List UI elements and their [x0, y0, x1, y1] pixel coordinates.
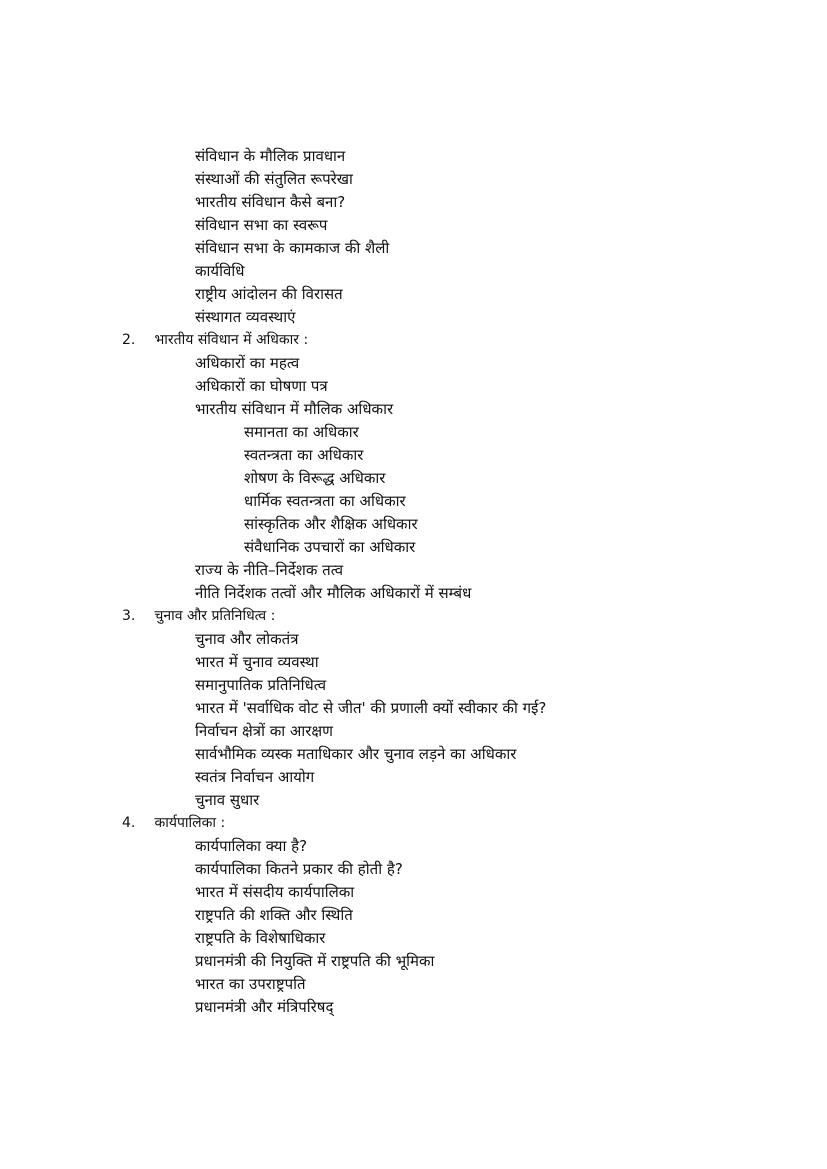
- list-item: संविधान के मौलिक प्रावधान: [195, 147, 346, 165]
- list-item: राष्ट्रपति के विशेषाधिकार: [195, 929, 326, 947]
- list-item: भारतीय संविधान कैसे बना?: [195, 193, 346, 211]
- list-item: राज्य के नीति–निर्देशक तत्व: [195, 561, 344, 579]
- sub-list-item: सांस्कृतिक और शैक्षिक अधिकार: [244, 515, 418, 533]
- list-item: प्रधानमंत्री की नियुक्ति में राष्ट्रपति की भूमिका: [195, 952, 435, 970]
- section-heading: [122, 606, 275, 626]
- list-item: स्वतंत्र निर्वाचन आयोग: [195, 768, 315, 786]
- sub-list-item: समानता का अधिकार: [244, 423, 359, 441]
- section-title: चुनाव और प्रतिनिधित्व :: [154, 608, 276, 624]
- list-item: भारत में संसदीय कार्यपालिका: [195, 883, 355, 901]
- list-item: भारत में 'सर्वाधिक वोट से जीत' की प्रणाली क्यों स्वीकार की गई?: [195, 699, 547, 717]
- list-item: समानुपातिक प्रतिनिधित्व: [195, 676, 327, 694]
- list-item: कार्यविधि: [195, 262, 245, 280]
- section-number: 2.: [122, 332, 136, 348]
- sub-list-item: शोषण के विरूद्ध अधिकार: [244, 469, 386, 487]
- section-title: भारतीय संविधान में अधिकार :: [154, 332, 309, 348]
- sub-list-item: धार्मिक स्वतन्त्रता का अधिकार: [244, 492, 406, 510]
- list-item: कार्यपालिका कितने प्रकार की होती है?: [195, 860, 403, 878]
- section-heading: [122, 330, 308, 350]
- list-item: भारत का उपराष्ट्रपति: [195, 975, 306, 993]
- list-item: नीति निर्देशक तत्वों और मौलिक अधिकारों में सम्बंध: [195, 584, 472, 602]
- list-item: कार्यपालिका क्या है?: [195, 837, 308, 855]
- section-title: कार्यपालिका :: [154, 815, 226, 831]
- list-item: संस्थागत व्यवस्थाएं: [195, 308, 296, 326]
- list-item: अधिकारों का महत्व: [195, 354, 300, 372]
- section-number: 3.: [122, 608, 136, 624]
- list-item: प्रधानमंत्री और मंत्रिपरिषद्: [195, 998, 334, 1016]
- list-item: संविधान सभा का स्वरूप: [195, 216, 328, 234]
- list-item: संस्थाओं की संतुलित रूपरेखा: [195, 170, 353, 188]
- list-item: निर्वाचन क्षेत्रों का आरक्षण: [195, 722, 333, 740]
- section-number: 4.: [122, 815, 136, 831]
- list-item: भारत में चुनाव व्यवस्था: [195, 653, 319, 671]
- section-heading: [122, 813, 225, 833]
- list-item: चुनाव सुधार: [195, 791, 260, 809]
- sub-list-item: संवैधानिक उपचारों का अधिकार: [244, 538, 416, 556]
- list-item: राष्ट्रीय आंदोलन की विरासत: [195, 285, 343, 303]
- list-item: सार्वभौमिक व्यस्क मताधिकार और चुनाव लड़ने का अधिकार: [195, 745, 517, 763]
- sub-list-item: स्वतन्त्रता का अधिकार: [244, 446, 364, 464]
- list-item: अधिकारों का घोषणा पत्र: [195, 377, 328, 395]
- list-item: चुनाव और लोकतंत्र: [195, 630, 299, 648]
- list-item: संविधान सभा के कामकाज की शैली: [195, 239, 390, 257]
- list-item: भारतीय संविधान में मौलिक अधिकार: [195, 400, 394, 418]
- list-item: राष्ट्रपति की शक्ति और स्थिति: [195, 906, 353, 924]
